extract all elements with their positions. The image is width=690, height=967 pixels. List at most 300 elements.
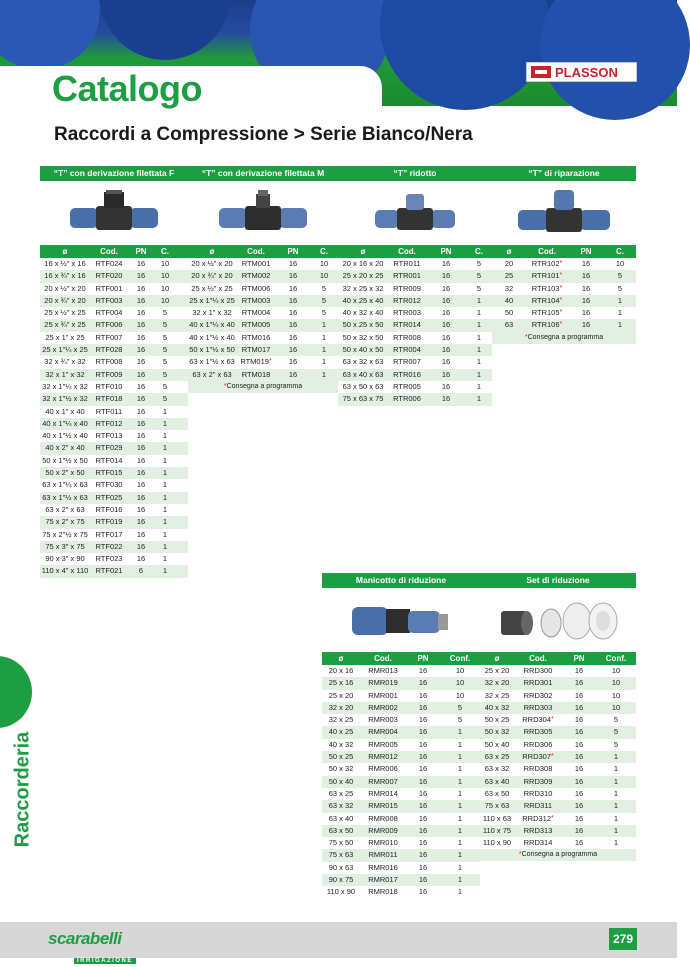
table-cell: RTR007 xyxy=(393,357,421,367)
table-cell: RTM003 xyxy=(241,295,271,305)
repair-tee-icon xyxy=(492,181,636,245)
table-cell: 16 xyxy=(581,259,591,268)
table-cell: 5 xyxy=(476,259,482,268)
table-cell: RTM017 xyxy=(241,345,271,355)
table-cell: RMR014 xyxy=(368,788,398,798)
table-cell: 75 x 50 xyxy=(328,838,354,848)
column-header: Cod. xyxy=(529,654,547,663)
table-cell: 1 xyxy=(613,776,619,786)
table-cell: 50 x 25 xyxy=(484,715,510,725)
table-cell: 32 x 1" x 32 xyxy=(192,308,232,318)
table-cell: 25 x 1" x 25 xyxy=(45,332,85,342)
table-cell: RMR011 xyxy=(368,850,398,860)
table-cell: RMR001 xyxy=(368,690,398,700)
table-cell: RTF029 xyxy=(95,443,123,453)
table-cell: 16 xyxy=(441,320,451,330)
table-cell: 1 xyxy=(476,394,482,404)
table-cell: RRD307* xyxy=(522,752,554,762)
table-row xyxy=(338,295,492,307)
table-cell: 25 x 20 x 25 xyxy=(342,271,384,281)
table-cell: 1 xyxy=(162,554,168,564)
table-row xyxy=(40,393,188,405)
table-cell: 25 x 1"¼ x 25 xyxy=(189,295,235,305)
table-cell: 50 x 40 xyxy=(484,739,510,749)
table-row xyxy=(40,455,188,467)
table-cell: 16 xyxy=(441,381,451,391)
table-cell: RMR012 xyxy=(368,752,398,762)
table-cell: 16 xyxy=(418,788,428,798)
table-row xyxy=(188,332,338,344)
table-cell: 1 xyxy=(476,369,482,379)
table-cell: 16 xyxy=(441,259,451,268)
table-cell: 1 xyxy=(162,468,168,478)
asterisk-mark: * xyxy=(223,382,227,390)
table-row xyxy=(40,492,188,504)
table-cell: RTR014 xyxy=(393,320,421,330)
table-row xyxy=(188,356,338,368)
table-row xyxy=(40,529,188,541)
table-cell: RMR015 xyxy=(368,801,398,811)
table-cell: RTM005 xyxy=(241,320,271,330)
table-cell: 16 xyxy=(136,394,146,404)
table-row xyxy=(322,677,480,689)
table-cell: RTM018 xyxy=(241,369,271,379)
table-cell: 16 xyxy=(418,813,428,823)
table-cell: 5 xyxy=(476,271,482,281)
table-cell: 5 xyxy=(162,308,168,318)
column-header: PN xyxy=(573,654,585,663)
table-cell: 16 xyxy=(418,690,428,700)
table-cell: 5 xyxy=(457,715,463,725)
table-row xyxy=(480,677,636,689)
table-cell: RTR005 xyxy=(393,381,421,391)
table-tee-male-thread xyxy=(188,166,338,393)
table-row xyxy=(322,788,480,800)
table-cell: 1 xyxy=(162,455,168,465)
table-cell: 16 xyxy=(136,381,146,391)
table-row xyxy=(40,516,188,528)
table-cell: 16 xyxy=(418,752,428,762)
table-row xyxy=(188,369,338,381)
table-row xyxy=(480,690,636,702)
table-cell: RTR004 xyxy=(393,345,421,355)
table-cell: RMR005 xyxy=(368,739,398,749)
table-cell: RRD306 xyxy=(523,739,553,749)
table-cell: RMR016 xyxy=(368,862,398,872)
table-cell: 16 xyxy=(581,320,591,330)
table-row xyxy=(480,813,636,825)
table-cell: 16 xyxy=(136,295,146,305)
table-cell: 75 x 63 x 75 xyxy=(342,394,384,404)
table-cell: 75 x 63 xyxy=(484,801,510,811)
table-row xyxy=(40,418,188,430)
table-cell: RRD313 xyxy=(523,825,553,835)
table-row xyxy=(188,307,338,319)
asterisk-mark: * xyxy=(551,753,554,761)
table-row xyxy=(40,344,188,356)
table-row xyxy=(480,776,636,788)
table-cell: 16 xyxy=(136,492,146,502)
table-cell: 16 xyxy=(136,468,146,478)
table-row xyxy=(338,393,492,405)
page-title: Catalogo xyxy=(52,68,203,109)
table-cell: RTM004 xyxy=(241,308,271,318)
table-cell: 10 xyxy=(160,259,170,268)
table-cell: RTF018 xyxy=(95,394,123,404)
table-row xyxy=(338,369,492,381)
table-cell: 16 xyxy=(418,715,428,725)
table-title: “T” con derivazione filettata F xyxy=(40,166,188,181)
table-cell: 16 xyxy=(441,345,451,355)
table-cell: RRD301 xyxy=(523,678,553,688)
table-cell: 1 xyxy=(162,566,168,576)
table-cell: RTR016 xyxy=(393,369,421,379)
table-cell: 20 x ¾" x 20 xyxy=(44,295,86,305)
table-cell: 5 xyxy=(162,357,168,367)
table-cell: 16 xyxy=(136,529,146,539)
table-cell: 63 x 2" x 63 xyxy=(45,504,85,514)
table-cell: RTF008 xyxy=(95,357,123,367)
table-cell: RTF022 xyxy=(95,541,123,551)
table-row xyxy=(40,270,188,282)
scarabelli-logo xyxy=(48,929,136,967)
table-cell: 1 xyxy=(457,862,463,872)
column-header: C. xyxy=(320,247,328,256)
table-cell: RTF011 xyxy=(95,406,123,416)
table-cell: RTR006 xyxy=(393,394,421,404)
table-cell: 1 xyxy=(162,443,168,453)
table-cell: 16 xyxy=(574,764,584,774)
table-row xyxy=(480,726,636,738)
table-cell: RTF009 xyxy=(95,369,123,379)
table-row xyxy=(480,739,636,751)
table-row xyxy=(322,837,480,849)
table-cell: 32 x 1"½ x 32 xyxy=(42,394,88,404)
table-cell: 1 xyxy=(476,308,482,318)
table-cell: 63 x 2" x 63 xyxy=(192,369,232,379)
table-cell: RRD303 xyxy=(523,702,553,712)
table-cell: RTF025 xyxy=(95,492,123,502)
table-cell: RTR102* xyxy=(531,259,563,268)
table-cell: 5 xyxy=(321,295,327,305)
table-row xyxy=(322,862,480,874)
table-cell: 1 xyxy=(321,357,327,367)
reduced-tee-icon xyxy=(338,181,492,245)
delivery-note: *Consegna a programma xyxy=(480,849,636,861)
column-header: C. xyxy=(475,247,483,256)
table-cell: 16 xyxy=(136,283,146,293)
table-cell: 16 xyxy=(418,776,428,786)
table-row xyxy=(40,295,188,307)
table-cell: 32 x 1"¼ x 32 xyxy=(42,381,88,391)
table-cell: 16 xyxy=(574,801,584,811)
table-cell: RTF030 xyxy=(95,480,123,490)
table-cell: 5 xyxy=(613,739,619,749)
table-row xyxy=(338,356,492,368)
table-cell: 16 xyxy=(288,271,298,281)
table-cell: 75 x 2" x 75 xyxy=(45,517,85,527)
table-row xyxy=(338,332,492,344)
table-cell: 25 x ½" x 25 xyxy=(44,308,86,318)
column-header: PN xyxy=(417,654,429,663)
table-cell: RMR008 xyxy=(368,813,398,823)
table-row xyxy=(492,295,636,307)
asterisk-mark: * xyxy=(559,272,563,280)
table-cell: RTR001 xyxy=(393,271,421,281)
plasson-logo-text: PLASSON xyxy=(555,64,618,80)
table-cell: 16 xyxy=(574,678,584,688)
table-row xyxy=(40,307,188,319)
column-header: ø xyxy=(360,247,366,256)
table-cell: 16 xyxy=(574,813,584,823)
table-cell: 20 x ½" x 20 xyxy=(44,283,86,293)
column-header: ø xyxy=(338,654,344,663)
table-cell: 25 xyxy=(504,271,514,281)
table-row xyxy=(338,381,492,393)
table-cell: RRD310 xyxy=(523,788,553,798)
table-row xyxy=(188,319,338,331)
table-row xyxy=(40,565,188,577)
table-row xyxy=(322,825,480,837)
table-cell: 16 xyxy=(574,690,584,700)
table-cell: 20 x 16 xyxy=(328,666,354,675)
table-cell: 16 xyxy=(418,702,428,712)
table-cell: 40 x 1"¼ x 40 xyxy=(189,320,235,330)
table-cell: RTF001 xyxy=(95,283,123,293)
table-cell: 20 x 16 x 20 xyxy=(342,259,384,268)
column-header: Cod. xyxy=(374,654,392,663)
asterisk-mark: * xyxy=(518,851,522,859)
table-cell: 16 xyxy=(418,764,428,774)
table-title: Set di riduzione xyxy=(480,573,636,588)
table-cell: 1 xyxy=(613,838,619,848)
column-header: Conf. xyxy=(449,654,471,663)
table-row xyxy=(322,800,480,812)
table-cell: 16 xyxy=(136,504,146,514)
table-cell: 16 xyxy=(441,295,451,305)
table-row xyxy=(322,726,480,738)
table-cell: 16 xyxy=(418,875,428,885)
table-row xyxy=(480,751,636,763)
table-cell: 32 x 25 x 32 xyxy=(342,283,384,293)
table-cell: 63 x 50 xyxy=(484,788,510,798)
table-cell: 50 x 25 x 50 xyxy=(342,320,384,330)
table-cell: RTR103* xyxy=(531,283,563,293)
table-header-row xyxy=(480,652,636,665)
table-cell: RTF006 xyxy=(95,320,123,330)
table-cell: 90 x 63 xyxy=(328,862,354,872)
table-cell: 1 xyxy=(457,788,463,798)
table-cell: 1 xyxy=(162,492,168,502)
table-header-row xyxy=(492,245,636,258)
table-cell: RMR010 xyxy=(368,838,398,848)
table-cell: RMR003 xyxy=(368,715,398,725)
table-cell: 16 xyxy=(136,332,146,342)
table-row xyxy=(480,763,636,775)
table-cell: 16 xyxy=(288,369,298,379)
table-cell: 63 x 25 xyxy=(328,788,354,798)
table-row xyxy=(480,665,636,677)
column-header: PN xyxy=(580,247,592,256)
table-row xyxy=(338,319,492,331)
table-cell: 5 xyxy=(617,271,623,281)
table-cell: RTF004 xyxy=(95,308,123,318)
table-cell: 10 xyxy=(455,690,465,700)
table-cell: 1 xyxy=(476,320,482,330)
table-row xyxy=(40,553,188,565)
table-cell: 1 xyxy=(162,406,168,416)
table-cell: 32 x 25 xyxy=(484,690,510,700)
table-cell: 32 x 20 xyxy=(484,678,510,688)
table-cell: 50 x 1"½ x 50 xyxy=(42,455,88,465)
table-cell: 1 xyxy=(613,813,619,823)
table-cell: 63 x 32 xyxy=(328,801,354,811)
table-cell: 5 xyxy=(162,381,168,391)
table-cell: 16 xyxy=(136,541,146,551)
reduction-set-icon xyxy=(480,588,636,652)
table-cell: 16 xyxy=(418,887,428,897)
table-cell: 16 xyxy=(441,394,451,404)
table-cell: 20 x ½" x 20 xyxy=(191,259,233,268)
table-cell: 5 xyxy=(476,283,482,293)
table-cell: RTM016 xyxy=(241,332,271,342)
table-cell: RRD300 xyxy=(523,666,553,675)
table-row xyxy=(338,307,492,319)
table-cell: 16 xyxy=(418,678,428,688)
table-cell: 40 x 32 x 40 xyxy=(342,308,384,318)
table-cell: 50 x 32 x 50 xyxy=(342,332,384,342)
table-cell: 16 xyxy=(136,320,146,330)
table-cell: 16 xyxy=(136,554,146,564)
table-row xyxy=(188,344,338,356)
table-cell: 16 x ¾" x 16 xyxy=(44,271,86,281)
table-cell: 1 xyxy=(457,838,463,848)
brand-name: scarabelli xyxy=(48,929,122,948)
table-cell: RTF019 xyxy=(95,517,123,527)
table-cell: 16 xyxy=(418,850,428,860)
table-cell: 16 xyxy=(581,283,591,293)
table-cell: 63 xyxy=(504,320,514,330)
table-cell: 1 xyxy=(457,752,463,762)
table-title: “T” di riparazione xyxy=(492,166,636,181)
table-cell: 63 x 50 x 63 xyxy=(342,381,384,391)
column-header: ø xyxy=(506,247,512,256)
table-cell: 5 xyxy=(321,283,327,293)
table-cell: 16 xyxy=(136,345,146,355)
table-cell: 16 xyxy=(136,517,146,527)
table-row xyxy=(322,739,480,751)
table-cell: 110 x 63 xyxy=(482,813,512,823)
table-row xyxy=(40,381,188,393)
table-row xyxy=(322,714,480,726)
table-row xyxy=(338,270,492,282)
table-row xyxy=(480,702,636,714)
table-cell: 50 x 40 xyxy=(328,776,354,786)
table-cell: 5 xyxy=(457,702,463,712)
table-row xyxy=(338,344,492,356)
table-row xyxy=(40,356,188,368)
column-header: ø xyxy=(209,247,215,256)
table-row xyxy=(188,258,338,270)
table-cell: RTF028 xyxy=(95,345,123,355)
table-reduced-tee xyxy=(338,166,492,406)
table-cell: 50 xyxy=(504,308,514,318)
table-cell: 1 xyxy=(613,801,619,811)
table-row xyxy=(480,825,636,837)
table-cell: 110 x 75 xyxy=(482,825,512,835)
table-row xyxy=(40,258,188,270)
table-cell: 75 x 2"½ x 75 xyxy=(42,529,88,539)
table-cell: RMR017 xyxy=(368,875,398,885)
table-row xyxy=(338,258,492,270)
table-cell: 16 xyxy=(581,295,591,305)
page-number: 279 xyxy=(609,928,637,950)
table-cell: RTR009 xyxy=(393,283,421,293)
table-cell: RRD312* xyxy=(522,813,554,823)
table-cell: RTM006 xyxy=(241,283,271,293)
table-cell: 40 x 2" x 40 xyxy=(45,443,85,453)
table-cell: 25 x ¾" x 25 xyxy=(44,320,86,330)
table-cell: 16 xyxy=(288,295,298,305)
table-cell: 1 xyxy=(476,357,482,367)
column-header: PN xyxy=(440,247,452,256)
table-cell: 5 xyxy=(162,369,168,379)
table-cell: 1 xyxy=(457,764,463,774)
table-cell: RTF013 xyxy=(95,431,123,441)
table-row xyxy=(322,813,480,825)
table-cell: 16 xyxy=(574,715,584,725)
table-cell: RMR018 xyxy=(368,887,398,897)
asterisk-mark: * xyxy=(559,296,563,304)
table-cell: 16 xyxy=(136,308,146,318)
table-cell: 16 xyxy=(441,332,451,342)
table-cell: 50 x 32 xyxy=(484,727,510,737)
table-cell: 40 x 1" x 40 xyxy=(45,406,85,416)
table-cell: RMR006 xyxy=(368,764,398,774)
table-cell: 63 x 1"½ x 63 xyxy=(189,357,235,367)
table-cell: 16 xyxy=(136,271,146,281)
table-row xyxy=(188,283,338,295)
table-cell: 1 xyxy=(457,727,463,737)
table-row xyxy=(322,690,480,702)
table-cell: RRD308 xyxy=(523,764,553,774)
table-cell: 5 xyxy=(162,320,168,330)
table-cell: 63 x 32 xyxy=(484,764,510,774)
table-cell: 63 x 40 xyxy=(484,776,510,786)
table-cell: 40 x 1"½ x 40 xyxy=(189,332,235,342)
table-cell: 16 xyxy=(418,727,428,737)
table-cell: 63 x 25 xyxy=(484,752,510,762)
table-cell: 110 x 90 xyxy=(482,838,512,848)
table-row xyxy=(40,319,188,331)
table-cell: RTR008 xyxy=(393,332,421,342)
table-cell: 90 x 75 xyxy=(328,875,354,885)
table-cell: 16 xyxy=(574,838,584,848)
table-cell: 110 x 4" x 110 xyxy=(41,566,89,576)
side-tab xyxy=(0,656,32,728)
table-cell: 50 x 40 x 50 xyxy=(342,345,384,355)
table-cell: 10 xyxy=(319,259,329,268)
column-header: Cod. xyxy=(398,247,416,256)
section-side-label: Raccorderia xyxy=(11,731,34,848)
table-cell: 50 x 32 xyxy=(328,764,354,774)
table-cell: 1 xyxy=(457,825,463,835)
table-cell: 1 xyxy=(476,295,482,305)
column-header: PN xyxy=(135,247,147,256)
table-cell: 1 xyxy=(457,776,463,786)
table-cell: 10 xyxy=(615,259,625,268)
table-cell: 1 xyxy=(617,308,623,318)
